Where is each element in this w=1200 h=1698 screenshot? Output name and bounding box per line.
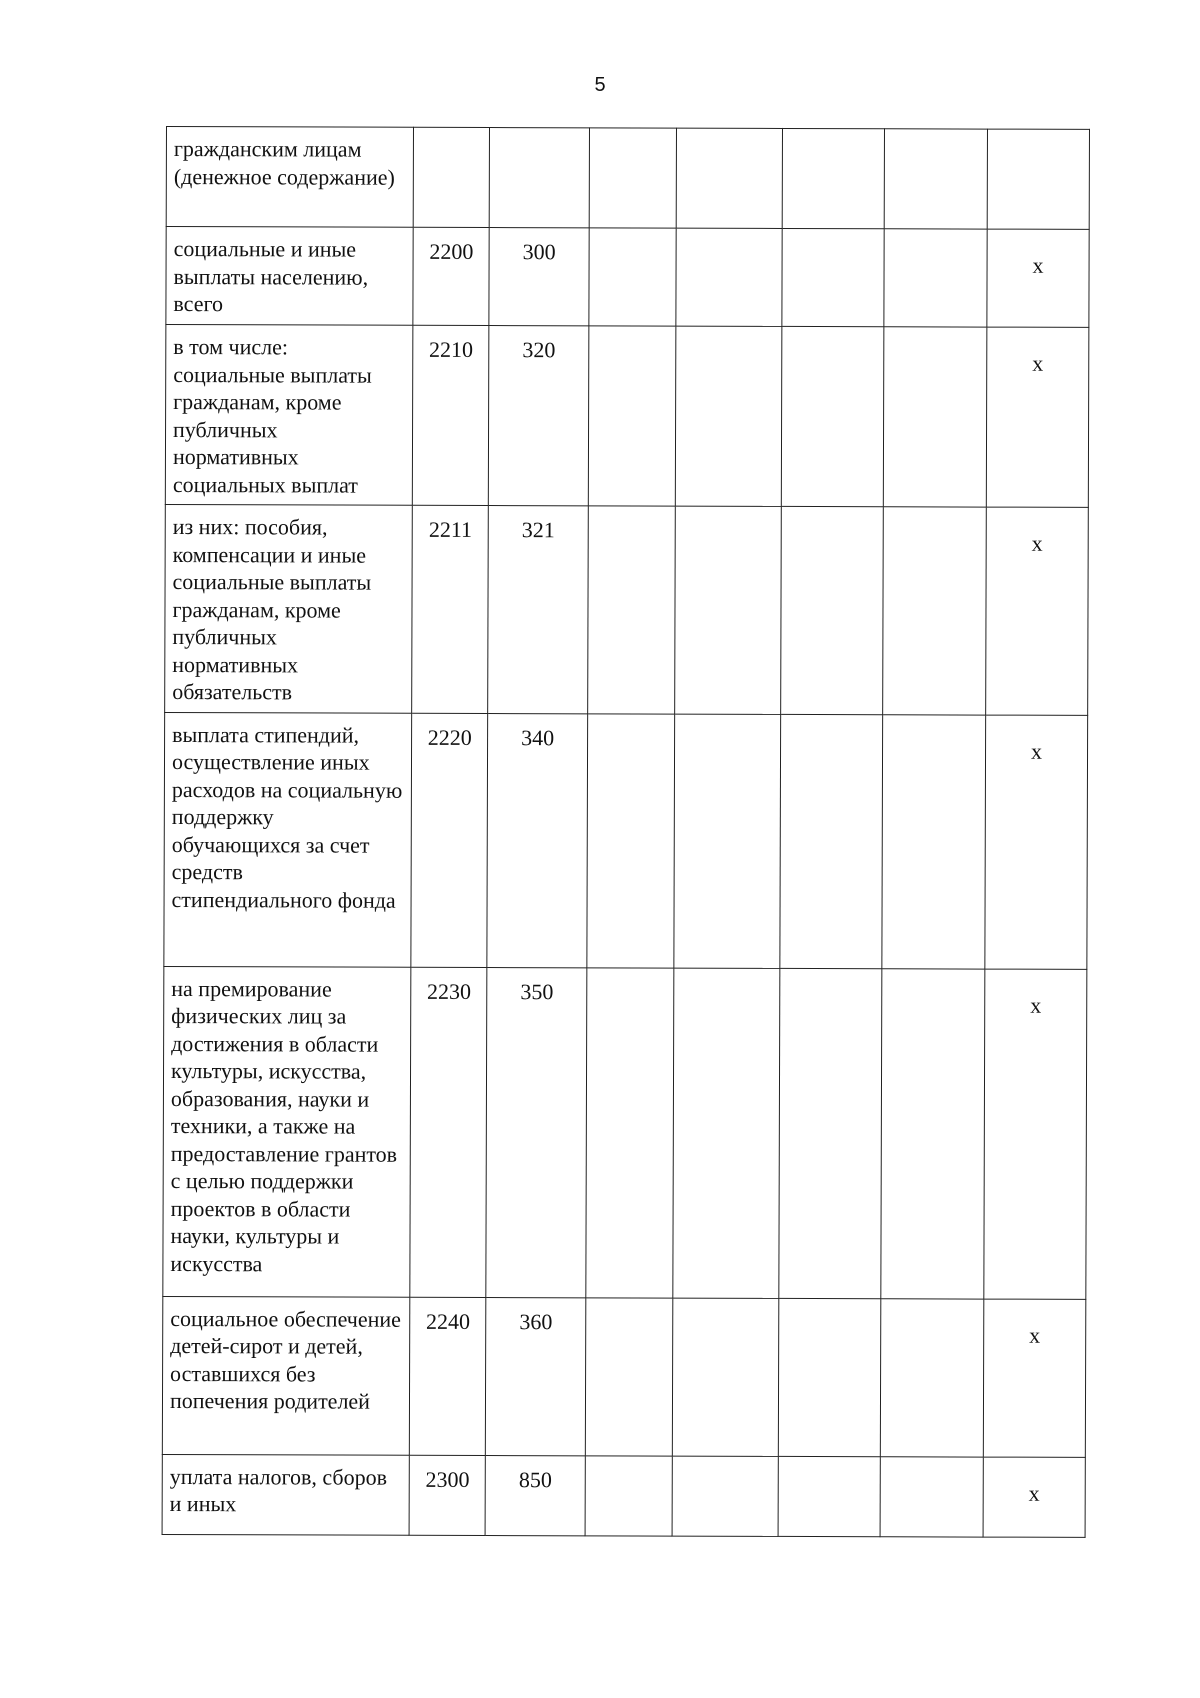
- row-kosgu-code: [489, 128, 589, 228]
- row-label: социальное обеспечение детей-сирот и детей, оставшихся без попечения родителей: [162, 1296, 410, 1455]
- empty-cell: [782, 128, 884, 228]
- empty-cell: [883, 507, 987, 715]
- row-mark: x: [987, 229, 1089, 327]
- empty-cell: [673, 968, 780, 1298]
- row-mark: [987, 129, 1089, 229]
- row-code: 2220: [411, 713, 488, 967]
- empty-cell: [588, 326, 675, 506]
- row-mark: x: [986, 327, 1089, 507]
- empty-cell: [780, 714, 883, 968]
- row-mark: x: [985, 715, 1088, 969]
- empty-cell: [587, 713, 675, 967]
- empty-cell: [675, 326, 782, 506]
- empty-cell: [880, 1456, 983, 1536]
- empty-cell: [883, 327, 987, 507]
- table-row: [165, 325, 1089, 508]
- row-label: в том числе: социальные выплаты гражданам, кроме публичных нормативных социальных выплат: [165, 325, 413, 506]
- row-label: социальные и иные выплаты населению, всего: [166, 227, 414, 326]
- page-number: 5: [594, 74, 606, 96]
- table-row: [164, 712, 1088, 969]
- row-kosgu-code: 340: [487, 713, 588, 967]
- empty-cell: [884, 229, 987, 327]
- empty-cell: [589, 128, 676, 228]
- empty-cell: [588, 506, 675, 714]
- empty-cell: [674, 714, 781, 968]
- row-code: 2240: [410, 1297, 486, 1455]
- table-row: [163, 966, 1087, 1299]
- empty-cell: [884, 129, 987, 229]
- empty-cell: [781, 326, 884, 506]
- row-kosgu-code: 360: [486, 1297, 586, 1455]
- table-row: [162, 1454, 1085, 1537]
- table-row: [166, 227, 1089, 328]
- row-kosgu-code: 850: [485, 1455, 585, 1535]
- empty-cell: [585, 1297, 672, 1455]
- row-mark: x: [984, 969, 1087, 1299]
- row-label: выплата стипендий, осуществление иных расходов на социальную поддержку обучающихся за счет средств стипендиального фонда: [164, 712, 412, 967]
- empty-cell: [782, 228, 884, 326]
- row-label: гражданским лицам (денежное содержание): [166, 127, 414, 228]
- empty-cell: [882, 714, 986, 968]
- row-code: 2211: [412, 505, 489, 713]
- row-code: 2300: [409, 1455, 485, 1535]
- budget-table: [162, 126, 1090, 1537]
- row-label: уплата налогов, сборов и иных: [162, 1454, 410, 1535]
- row-mark: x: [983, 1299, 1085, 1457]
- table-row: [166, 127, 1089, 230]
- empty-cell: [674, 506, 781, 714]
- row-code: [413, 127, 489, 227]
- empty-cell: [586, 967, 674, 1297]
- empty-cell: [676, 228, 783, 326]
- row-code: 2230: [410, 967, 487, 1297]
- empty-cell: [880, 1298, 984, 1456]
- empty-cell: [672, 1456, 779, 1536]
- row-code: 2200: [413, 227, 489, 325]
- empty-cell: [589, 228, 676, 326]
- empty-cell: [585, 1455, 672, 1535]
- row-label: на премирование физических лиц за достижения в области культуры, искусства, образования, науки и техники, а также на предоставление грантов с целью поддержки проектов в области науки, культуры и искусства: [163, 966, 411, 1297]
- row-kosgu-code: 350: [486, 967, 587, 1297]
- empty-cell: [676, 128, 783, 228]
- empty-cell: [779, 968, 882, 1298]
- empty-cell: [881, 968, 985, 1298]
- row-code: 2210: [413, 325, 489, 505]
- empty-cell: [672, 1298, 779, 1456]
- row-kosgu-code: 321: [488, 506, 588, 714]
- row-mark: x: [986, 507, 1089, 715]
- empty-cell: [778, 1298, 880, 1456]
- empty-cell: [781, 506, 884, 714]
- row-mark: x: [983, 1457, 1085, 1537]
- row-kosgu-code: 320: [489, 326, 589, 506]
- row-kosgu-code: 300: [489, 228, 589, 326]
- table-row: [165, 504, 1089, 714]
- row-label: из них: пособия, компенсации и иные социальные выплаты гражданам, кроме публичных нормативных обязательств: [165, 504, 413, 712]
- table-row: [162, 1296, 1085, 1457]
- empty-cell: [778, 1456, 880, 1536]
